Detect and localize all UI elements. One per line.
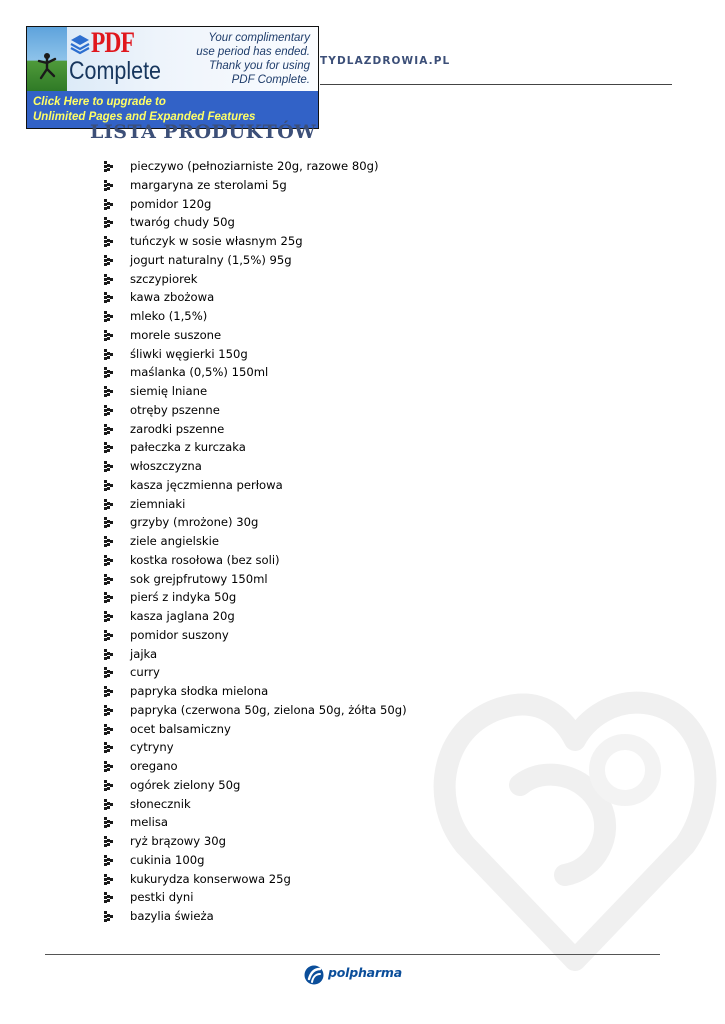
checker-bullet-icon [104, 180, 113, 191]
checker-bullet-icon [104, 367, 113, 378]
checker-bullet-icon [104, 536, 113, 547]
checker-bullet-icon [104, 761, 113, 772]
product-name: mleko (1,5%) [130, 309, 208, 323]
product-name: twaróg chudy 50g [130, 215, 235, 230]
checker-bullet-icon [104, 686, 113, 697]
product-name: ogórek zielony 50g [130, 777, 241, 792]
message-line: Your complimentary [208, 32, 310, 44]
product-name: morele suszone [130, 327, 222, 342]
checker-bullet-icon [104, 499, 113, 510]
checker-bullet-icon [104, 611, 113, 622]
product-name: ryż brązowy 30g [130, 834, 226, 848]
product-name: kasza jęczmienna perłowa [130, 477, 283, 492]
product-name: pestki dyni [130, 890, 194, 905]
checker-bullet-icon [104, 161, 113, 172]
upgrade-link-line: Unlimited Pages and Expanded Features [33, 110, 256, 123]
checker-bullet-icon [104, 480, 113, 491]
checker-bullet-icon [104, 386, 113, 397]
product-name: papryka (czerwona 50g, zielona 50g, żółta 50g) [130, 702, 407, 717]
complete-logo-text: Complete [69, 57, 162, 85]
header-divider [320, 84, 672, 85]
product-name: margaryna ze sterolami 5g [130, 177, 287, 192]
checker-bullet-icon [104, 817, 113, 828]
product-name: pierś z indyka 50g [130, 590, 237, 605]
checker-bullet-icon [104, 217, 113, 228]
trial-ended-message [170, 31, 310, 87]
product-name: ocet balsamiczny [130, 721, 231, 736]
checker-bullet-icon [104, 517, 113, 528]
message-line: Thank you for using [208, 60, 310, 72]
heart-watermark-icon [425, 675, 720, 975]
checker-bullet-icon [104, 199, 113, 210]
checker-bullet-icon [104, 274, 113, 285]
site-url: TYDLAZDROWIA.PL [320, 55, 451, 67]
checker-bullet-icon [104, 630, 113, 641]
product-name: jogurt naturalny (1,5%) 95g [130, 252, 292, 267]
product-name: kukurydza konserwowa 25g [130, 871, 291, 886]
pdf-logo-text: PDF [91, 26, 135, 59]
product-name: oregano [130, 759, 178, 773]
product-name: cytryny [130, 740, 174, 755]
message-line: PDF Complete. [231, 74, 310, 86]
checker-bullet-icon [104, 799, 113, 810]
product-name: pieczywo (pełnoziarniste 20g, razowe 80g) [130, 159, 379, 173]
checker-bullet-icon [104, 780, 113, 791]
polpharma-logo [304, 964, 404, 986]
checker-bullet-icon [104, 705, 113, 716]
checker-bullet-icon [104, 574, 113, 585]
product-name: ziele angielskie [130, 534, 219, 548]
product-name: otręby pszenne [130, 402, 220, 417]
product-name: jajka [130, 646, 158, 661]
checker-bullet-icon [104, 442, 113, 453]
product-name: śliwki węgierki 150g [130, 346, 248, 361]
product-name: pałeczka z kurczaka [130, 440, 246, 455]
product-name: kawa zbożowa [130, 290, 215, 305]
product-name: sok grejpfrutowy 150ml [130, 571, 268, 586]
pdf-complete-banner [26, 26, 319, 129]
jumping-person-icon [35, 51, 59, 81]
checker-bullet-icon [104, 649, 113, 660]
product-name: bazylia świeża [130, 909, 214, 923]
product-name: ziemniaki [130, 496, 186, 511]
checker-bullet-icon [104, 836, 113, 847]
checker-bullet-icon [104, 724, 113, 735]
checker-bullet-icon [104, 742, 113, 753]
checker-bullet-icon [104, 874, 113, 885]
product-name: grzyby (mrożone) 30g [130, 515, 259, 530]
checker-bullet-icon [104, 236, 113, 247]
checker-bullet-icon [104, 424, 113, 435]
product-name: melisa [130, 815, 169, 830]
page-title: LISTA PRODUKTÓW [90, 121, 317, 143]
product-name: curry [130, 665, 160, 680]
checker-bullet-icon [104, 555, 113, 566]
polpharma-logo-icon [304, 964, 324, 986]
banner-photo [27, 27, 67, 91]
checker-bullet-icon [104, 855, 113, 866]
layers-logo-icon [69, 33, 91, 55]
product-name: zarodki pszenne [130, 421, 225, 436]
checker-bullet-icon [104, 461, 113, 472]
upgrade-link-line: Click Here to upgrade to [33, 96, 166, 108]
checker-bullet-icon [104, 405, 113, 416]
checker-bullet-icon [104, 911, 113, 922]
checker-bullet-icon [104, 330, 113, 341]
product-name: słonecznik [130, 796, 191, 811]
checker-bullet-icon [104, 592, 113, 603]
product-name: cukinia 100g [130, 852, 205, 867]
checker-bullet-icon [104, 892, 113, 903]
checker-bullet-icon [104, 292, 113, 303]
product-name: maślanka (0,5%) 150ml [130, 365, 269, 380]
product-name: pomidor suszony [130, 627, 229, 642]
checker-bullet-icon [104, 349, 113, 360]
checker-bullet-icon [104, 311, 113, 322]
product-name: siemię lniane [130, 384, 208, 398]
polpharma-logo-text: polpharma [328, 965, 402, 980]
message-line: use period has ended. [196, 46, 310, 58]
product-name: włoszczyzna [130, 459, 202, 473]
product-name: papryka słodka mielona [130, 684, 269, 698]
footer-divider [45, 954, 660, 955]
product-name: kostka rosołowa (bez soli) [130, 552, 280, 567]
product-name: tuńczyk w sosie własnym 25g [130, 234, 303, 248]
checker-bullet-icon [104, 255, 113, 266]
product-name: kasza jaglana 20g [130, 609, 235, 623]
checker-bullet-icon [104, 667, 113, 678]
product-name: pomidor 120g [130, 196, 212, 211]
product-name: szczypiorek [130, 271, 198, 286]
